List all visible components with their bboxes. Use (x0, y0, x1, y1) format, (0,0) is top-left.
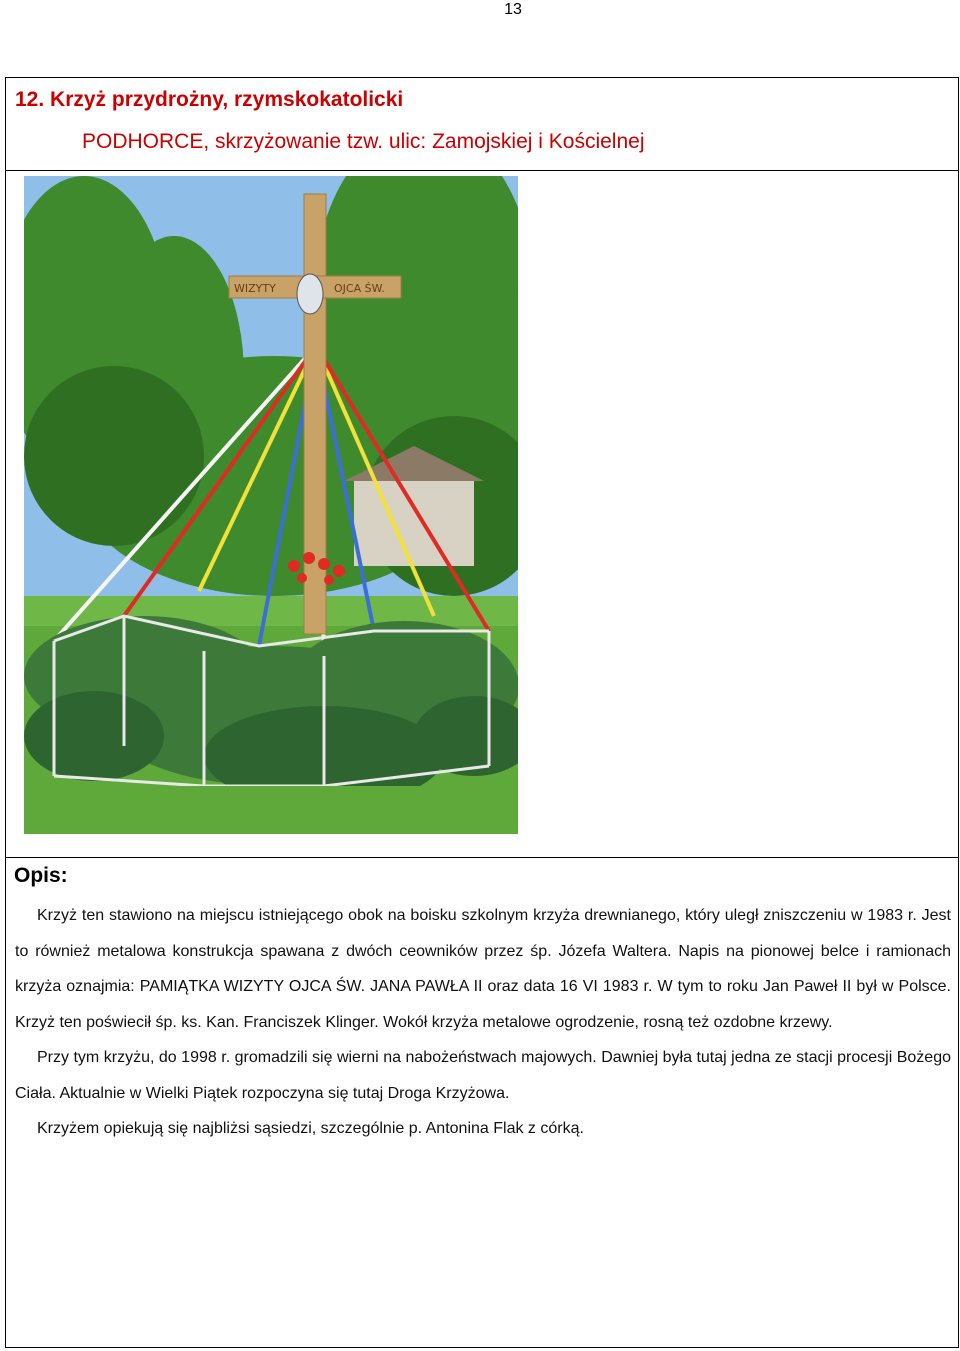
page-title: 12. Krzyż przydrożny, rzymskokatolicki (15, 88, 404, 111)
description-text (15, 898, 951, 1147)
description-paragraph: Przy tym krzyżu, do 1998 r. gromadzili się wierni na nabożeństwach majowych. Dawniej była tutaj jedna ze stacji procesji Bożego Ciała. Aktualnie w Wielki Piątek rozpoczyna się tutaj Droga Krzyżowa. (15, 1049, 951, 1102)
cross-photo (24, 176, 518, 834)
cross-emblem (297, 274, 323, 314)
description-paragraph: Krzyż ten stawiono na miejscu istniejącego obok na boisku szkolnym krzyża drewnianego, który uległ zniszczeniu w 1983 r. Jest to również metalowa konstrukcja spawana z dwóch ceowników przez śp. Józefa Waltera. Napis na pionowej belce i ramionach krzyża oznajmia: PAMIĄTKA WIZYTY OJCA ŚW. JANA PAWŁA II oraz data 16 VI 1983 r. W tym to roku Jan Paweł II był w Polsce. Krzyż ten poświecił śp. ks. Kan. Franciszek Klinger. Wokół krzyża metalowe ogrodzenie, rosną też ozdobne krzewy. (15, 907, 951, 1031)
page-number: 13 (504, 1, 522, 18)
location-subtitle: PODHORCE, skrzyżowanie tzw. ulic: Zamojskiej i Kościelnej (82, 130, 645, 153)
header-box (5, 77, 959, 171)
description-paragraph: Krzyżem opiekują się najbliżsi sąsiedzi, szczególnie p. Antonina Flak z córką. (37, 1120, 584, 1137)
cross-inscription-left: WIZYTY (234, 282, 276, 295)
section-divider (6, 857, 958, 858)
cross-photo-illustration (24, 176, 518, 834)
distant-house (354, 476, 474, 566)
cross-inscription-right: OJCA ŚW. (334, 282, 385, 295)
description-label: Opis: (14, 864, 68, 887)
content-box (5, 170, 959, 1348)
